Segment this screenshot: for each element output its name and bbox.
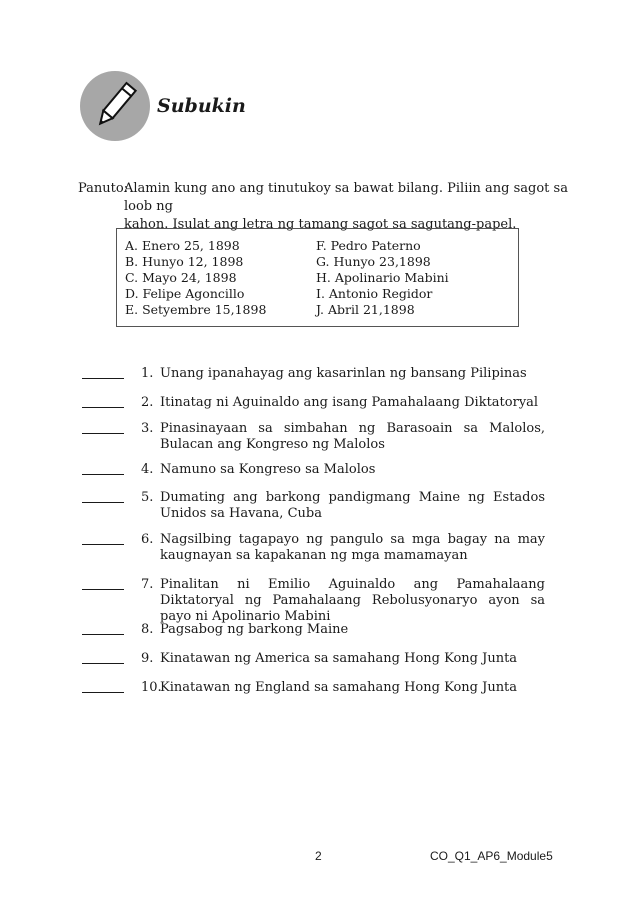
module-code: CO_Q1_AP6_Module5 [430,849,553,863]
answer-blank[interactable] [82,544,124,545]
instructions-label: Panuto: [78,181,129,196]
question-text: Pagsabog ng barkong Maine [160,622,349,637]
choice-a: A. Enero 25, 1898 [125,238,240,253]
question-text: Kinatawan ng America sa samahang Hong Kong Junta [160,651,518,666]
answer-blank[interactable] [82,433,124,434]
choices-box [116,228,519,327]
choice-c: C. Mayo 24, 1898 [125,270,237,285]
choices-right-column [316,238,449,318]
question-text: Pinalitan ni Emilio Aguinaldo ang Pamahalaang Diktatoryal ng Pamahalaang Rebolusyonaryo ayon sa payo ni Apolinario Mabini [160,577,545,624]
answer-blank[interactable] [82,474,124,475]
section-title: Subukin [157,95,246,117]
choice-e: E. Setyembre 15,1898 [125,302,267,317]
choice-g: G. Hunyo 23,1898 [316,254,431,269]
question-number: 1. [141,366,154,381]
answer-blank[interactable] [82,378,124,379]
choices-left-column [125,238,266,318]
question-number: 4. [141,462,154,477]
answer-blank[interactable] [82,502,124,503]
answer-blank[interactable] [82,589,124,590]
question-number: 5. [141,490,154,505]
choice-f: F. Pedro Paterno [316,238,421,253]
question-text: Kinatawan ng England sa samahang Hong Kong Junta [160,680,518,695]
choice-j: J. Abril 21,1898 [316,302,415,317]
pencil-icon [80,71,150,141]
instructions-line-1: Alamin kung ano ang tinutukoy sa bawat bilang. Piliin ang sagot sa loob ng [124,181,568,214]
question-text: Nagsilbing tagapayo ng pangulo sa mga bagay na may kaugnayan sa kapakanan ng mga mamamayan [160,532,545,563]
question-text: Itinatag ni Aguinaldo ang isang Pamahalaang Diktatoryal [160,395,539,410]
question-number: 9. [141,651,154,666]
answer-blank[interactable] [82,407,124,408]
question-text: Pinasinayaan sa simbahan ng Barasoain sa Malolos, Bulacan ang Kongreso ng Malolos [160,421,545,452]
answer-blank[interactable] [82,692,124,693]
question-number: 10. [141,680,162,695]
question-text: Dumating ang barkong pandigmang Maine ng Estados Unidos sa Havana, Cuba [160,490,545,521]
instructions-line-2: kahon. Isulat ang letra ng tamang sagot sa sagutang-papel. [124,217,517,232]
question-number: 7. [141,577,154,592]
page-number: 2 [315,849,322,863]
instructions [78,180,568,234]
question-number: 8. [141,622,154,637]
choice-i: I. Antonio Regidor [316,286,433,301]
question-number: 2. [141,395,154,410]
answer-blank[interactable] [82,634,124,635]
question-number: 6. [141,532,154,547]
choice-d: D. Felipe Agoncillo [125,286,245,301]
question-text: Unang ipanahayag ang kasarinlan ng bansang Pilipinas [160,366,527,381]
question-text: Namuno sa Kongreso sa Malolos [160,462,376,477]
question-number: 3. [141,421,154,436]
answer-blank[interactable] [82,663,124,664]
choice-h: H. Apolinario Mabini [316,270,449,285]
choice-b: B. Hunyo 12, 1898 [125,254,244,269]
